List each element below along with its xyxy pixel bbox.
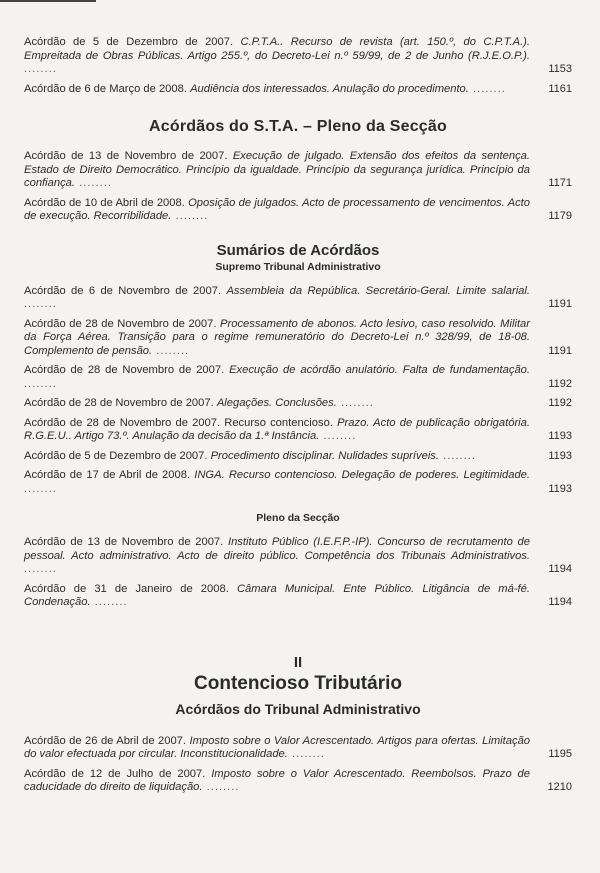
leader-dots: ........ <box>24 63 57 75</box>
entry-subject: Processamento de abonos. Acto lesivo, caso resolvido. Militar da Força Aérea. Transição para o regime remuneratório do Decreto-Lei n.º 328/99, de 18-08. Complemento de pensão. <box>24 317 531 357</box>
entry-subject: Instituto Público (I.E.F.P.-IP). Concurso de recrutamento de pessoal. Acto administrativo. Acto de direito público. Competência dos Tribunais Administrativos. <box>24 536 530 562</box>
entry-subject: Procedimento disciplinar. Nulidades supríveis. <box>210 449 440 462</box>
entry-text <box>24 536 538 577</box>
page-number: 1191 <box>548 344 572 357</box>
page-number: 1161 <box>548 82 572 95</box>
page-number: 1194 <box>548 563 572 575</box>
heading-sumarios: Sumários de Acórdãos <box>216 241 380 259</box>
index-entry <box>24 36 572 77</box>
index-entry <box>24 450 572 464</box>
leader-dots: ........ <box>75 177 112 189</box>
entry-date: Acórdão de 5 de Dezembro de 2007. <box>24 36 234 48</box>
entry-text <box>24 417 538 444</box>
entry-date: Acórdão de 10 de Abril de 2008. <box>24 196 185 209</box>
entry-subject: Imposto sobre o Valor Acrescentado. Artigos para ofertas. Limitação do valor efectuada por circular. Inconstitucionalidade. <box>24 734 531 760</box>
entries-b <box>24 150 572 224</box>
page-number: 1193 <box>548 430 572 442</box>
subheading-sta: Supremo Tribunal Administrativo <box>215 260 381 273</box>
index-entry <box>24 735 572 762</box>
leader-dots: ........ <box>468 82 506 95</box>
index-entry <box>24 285 572 312</box>
index-page <box>24 36 572 801</box>
leader-dots: ........ <box>90 596 128 608</box>
entry-date: Acórdão de 28 de Novembro de 2007. Recurso contencioso. <box>24 416 333 429</box>
entry-text <box>24 285 538 312</box>
entry-date: Acórdão de 28 de Novembro de 2007. <box>24 397 214 409</box>
index-entry <box>24 364 572 391</box>
page-number: 1193 <box>548 449 572 462</box>
leader-dots: ........ <box>336 397 374 409</box>
entry-subject: Câmara Municipal. Ente Público. Litigância de má-fé. Condenação. <box>24 582 530 608</box>
index-entry <box>24 417 572 444</box>
heading-sta-pleno: Acórdãos do S.T.A. – Pleno da Secção <box>149 118 447 135</box>
entry-text <box>24 364 538 391</box>
entry-date: Acórdão de 31 de Janeiro de 2008. <box>24 582 229 595</box>
entry-date: Acórdão de 5 de Dezembro de 2007. <box>24 449 208 462</box>
entry-text <box>24 36 538 77</box>
entry-subject: Oposição de julgados. Acto de processamento de vencimentos. Acto de execução. Recorribilidade. <box>24 196 530 222</box>
page-number: 1153 <box>548 63 572 75</box>
page-number: 1195 <box>548 748 572 760</box>
entries-e <box>24 735 572 795</box>
entry-text <box>24 735 538 762</box>
heading-tribunal: Acórdãos do Tribunal Administrativo <box>175 700 421 717</box>
page-number: 1192 <box>548 377 572 390</box>
index-entry <box>24 83 572 97</box>
leader-dots: ........ <box>319 430 357 442</box>
entry-subject: Audiência dos interessados. Anulação do procedimento. <box>190 82 469 95</box>
subheading-pleno: Pleno da Secção <box>256 512 340 524</box>
entry-text <box>24 469 538 496</box>
entry-text <box>24 450 538 464</box>
leader-dots: ........ <box>287 748 325 760</box>
top-rule <box>0 0 96 2</box>
entry-text <box>24 150 538 191</box>
entries-a <box>24 36 572 96</box>
entry-date: Acórdão de 13 de Novembro de 2007. <box>24 536 224 548</box>
page-number: 1192 <box>548 397 572 409</box>
entry-subject: Execução de acórdão anulatório. Falta de fundamentação. <box>229 364 531 376</box>
page-number: 1191 <box>548 298 572 310</box>
entry-text <box>24 318 538 359</box>
leader-dots: ........ <box>24 482 57 495</box>
entry-text <box>24 768 538 795</box>
page-number: 1194 <box>548 596 572 608</box>
entry-date: Acórdão de 12 de Julho de 2007. <box>24 767 206 780</box>
entry-text <box>24 197 538 224</box>
index-entry <box>24 469 572 496</box>
entry-subject: Alegações. Conclusões. <box>216 397 337 409</box>
leader-dots: ........ <box>202 781 240 793</box>
page-number: 1193 <box>548 482 572 495</box>
index-entry <box>24 768 572 795</box>
entry-date: Acórdão de 26 de Abril de 2007. <box>24 734 187 747</box>
page-number: 1179 <box>548 210 572 222</box>
index-entry <box>24 150 572 191</box>
page-number: 1210 <box>547 781 572 793</box>
leader-dots: ........ <box>171 210 209 222</box>
entry-subject: Imposto sobre o Valor Acrescentado. Reembolsos. Prazo de caducidade do direito de liquidação. <box>24 767 530 793</box>
index-entry <box>24 318 572 359</box>
part-numeral: II <box>293 653 303 671</box>
entry-text <box>24 83 538 97</box>
leader-dots: ........ <box>152 344 190 357</box>
page-number: 1171 <box>548 177 572 189</box>
index-entry <box>24 197 572 224</box>
entries-d <box>24 536 572 610</box>
entry-date: Acórdão de 6 de Março de 2008. <box>24 82 187 95</box>
part-title: Contencioso Tributário <box>194 672 402 694</box>
leader-dots: ........ <box>439 449 476 462</box>
leader-dots: ........ <box>24 563 57 575</box>
entries-c <box>24 285 572 497</box>
entry-date: Acórdão de 13 de Novembro de 2007. <box>24 150 228 162</box>
entry-subject: C.P.T.A.. Recurso de revista (art. 150.º, do C.P.T.A.). Empreitada de Obras Públicas. Artigo 255.º, do Decreto-Lei n.º 59/99, de 2 de Junho (R.J.E.O.P.). <box>24 36 531 62</box>
entry-text <box>24 583 538 610</box>
entry-subject: Execução de julgado. Extensão dos efeitos da sentença. Estado de Direito Democrático. Princípio da igualdade. Princípio da segurança jurídica. Princípio da confiança. <box>24 150 530 189</box>
entry-date: Acórdão de 28 de Novembro de 2007. <box>24 317 217 330</box>
index-entry <box>24 397 572 411</box>
entry-subject: Prazo. Acto de publicação obrigatória. R.G.E.U.. Artigo 73.º. Anulação da decisão da 1.ª Instância. <box>24 416 530 442</box>
entry-subject: INGA. Recurso contencioso. Delegação de poderes. Legitimidade. <box>194 469 531 481</box>
entry-subject: Assembleia da República. Secretário-Geral. Limite salarial. <box>226 284 530 297</box>
entry-text <box>24 397 538 411</box>
entry-date: Acórdão de 28 de Novembro de 2007. <box>24 364 225 376</box>
leader-dots: ........ <box>24 377 57 390</box>
entry-date: Acórdão de 6 de Novembro de 2007. <box>24 284 222 297</box>
index-entry <box>24 583 572 610</box>
index-entry <box>24 536 572 577</box>
entry-date: Acórdão de 17 de Abril de 2008. <box>24 469 191 481</box>
leader-dots: ........ <box>24 298 57 310</box>
